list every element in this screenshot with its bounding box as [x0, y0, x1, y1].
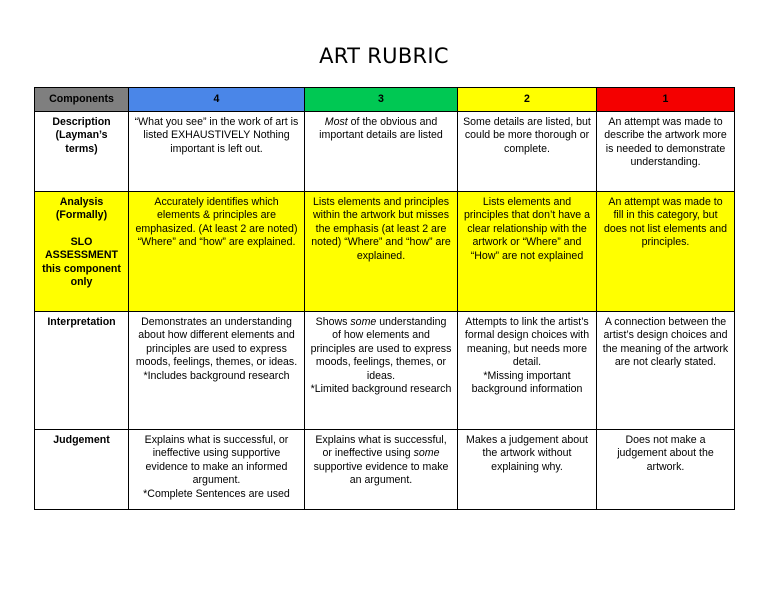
header-score-2: 2 — [458, 88, 597, 112]
row-label-analysis-main: Analysis (Formally) — [55, 196, 108, 222]
cell-text: Demonstrates an understanding about how different elements and principles are used to express moods, feelings, themes, or ideas. — [135, 316, 298, 369]
cell-interpretation-4 — [129, 312, 305, 430]
cell-analysis-3: Lists elements and principles within the artwork but misses the emphasis (at least 2 are noted) “Where” and “how” are explained. — [305, 192, 458, 312]
cell-text: Explains what is successful, or ineffective using supportive evidence to make an informed argument. — [144, 434, 289, 487]
cell-interpretation-1: A connection between the artist’s design choices and the meaning of the artwork are not clearly stated. — [597, 312, 735, 430]
header-components: Components — [35, 88, 129, 112]
table-row-analysis — [35, 192, 735, 312]
cell-interpretation-3 — [305, 312, 458, 430]
header-score-4: 4 — [129, 88, 305, 112]
row-label-interpretation: Interpretation — [35, 312, 129, 430]
cell-text: of the obvious and important details are listed — [319, 116, 443, 142]
cell-description-4: “What you see” in the work of art is listed EXHAUSTIVELY Nothing important is left out. — [129, 112, 305, 192]
cell-description-3 — [305, 112, 458, 192]
cell-description-1: An attempt was made to describe the artwork more is needed to demonstrate understanding. — [597, 112, 735, 192]
row-label-analysis — [35, 192, 129, 312]
header-score-1: 1 — [597, 88, 735, 112]
cell-note: *Limited background research — [310, 383, 452, 396]
cell-judgement-2: Makes a judgement about the artwork without explaining why. — [458, 430, 597, 510]
cell-analysis-1: An attempt was made to fill in this category, but does not list elements and principles. — [597, 192, 735, 312]
cell-description-2: Some details are listed, but could be more thorough or complete. — [458, 112, 597, 192]
row-label-description: Description (Layman’s terms) — [35, 112, 129, 192]
table-row-description — [35, 112, 735, 192]
emphasis-text: some — [413, 447, 440, 460]
table-row-interpretation — [35, 312, 735, 430]
emphasis-text: Most — [324, 116, 348, 128]
header-score-3: 3 — [305, 88, 458, 112]
cell-analysis-4: Accurately identifies which elements & principles are emphasized. (At least 2 are noted) “Where” and “how” are explained. — [129, 192, 305, 312]
cell-text: Attempts to link the artist’s formal design choices with meaning, but needs more detail. — [464, 316, 590, 369]
row-label-analysis-slo: SLO ASSESSMENT this component only — [42, 235, 121, 289]
row-label-judgement: Judgement — [35, 430, 129, 510]
page-title: ART RUBRIC — [319, 44, 449, 68]
emphasis-text: some — [350, 316, 377, 328]
cell-note: *Complete Sentences are used — [143, 487, 290, 500]
cell-note: *Missing important background information — [471, 369, 583, 396]
cell-judgement-3: Explains what is successful, or ineffective using some supportive evidence to make an argument. — [305, 430, 458, 510]
table-row-judgement — [35, 430, 735, 510]
cell-judgement-1: Does not make a judgement about the artwork. — [597, 430, 735, 510]
header-row — [35, 88, 735, 112]
cell-judgement-4 — [129, 430, 305, 510]
cell-analysis-2: Lists elements and principles that don’t have a clear relationship with the artwork or “Where” and “How” are not explained — [458, 192, 597, 312]
cell-text: Shows some understanding of how elements and principles are used to express moods, feelings, themes, or ideas. — [310, 316, 452, 382]
cell-interpretation-2 — [458, 312, 597, 430]
cell-note: *Includes background research — [143, 369, 290, 382]
rubric-table — [34, 87, 735, 510]
